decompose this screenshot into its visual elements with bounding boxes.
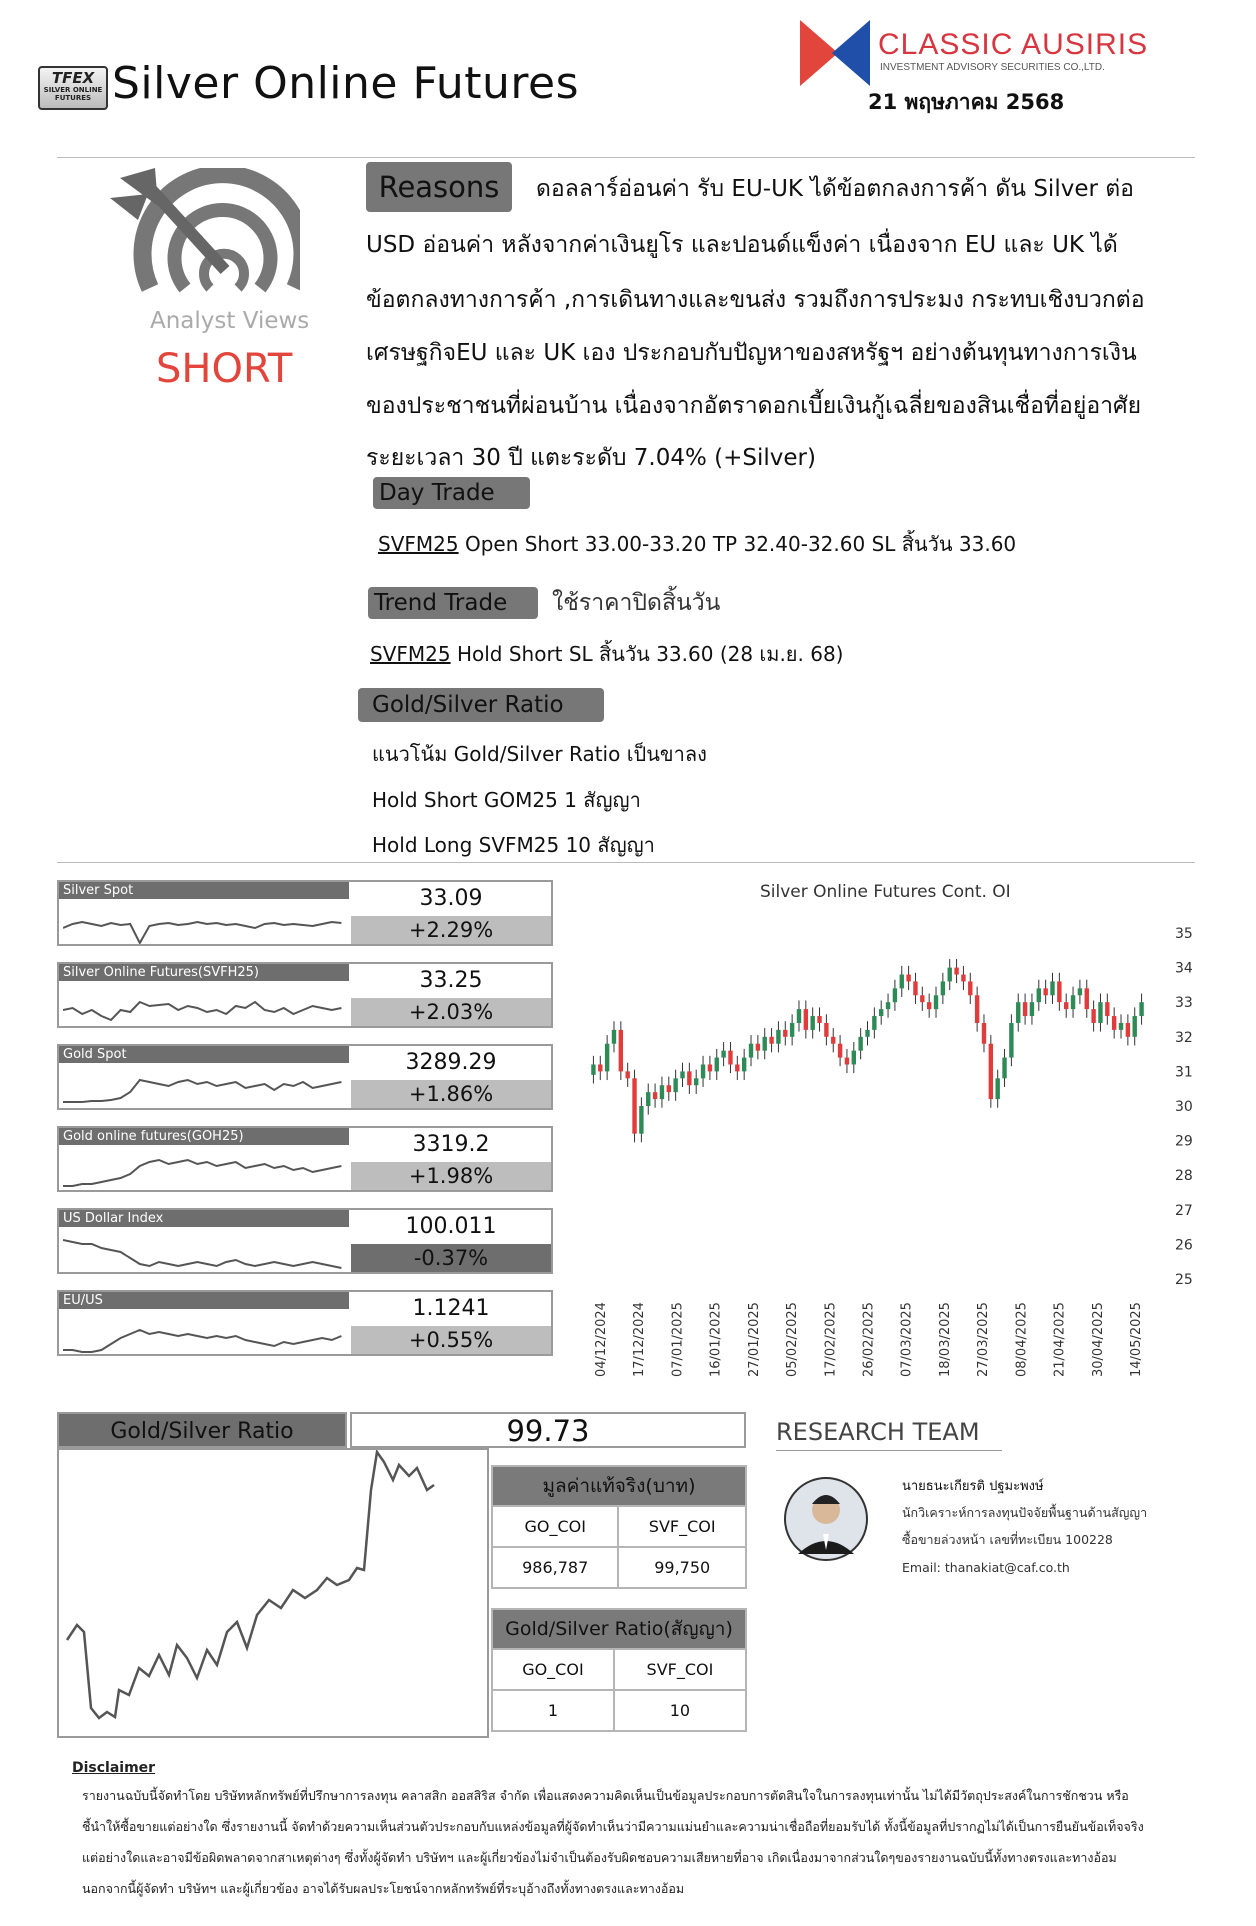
trend-trade-note: ใช้ราคาปิดสิ้นวัน xyxy=(552,590,721,616)
candle-body xyxy=(742,1058,746,1072)
company-logo-icon xyxy=(800,20,870,86)
candle-body xyxy=(769,1037,773,1044)
avatar xyxy=(783,1476,869,1562)
candle-body xyxy=(804,1009,808,1030)
candle-body xyxy=(673,1078,677,1092)
sparkline-path xyxy=(63,1080,341,1102)
sparkline xyxy=(63,1144,347,1190)
candle-body xyxy=(1030,1002,1034,1016)
gs-ratio-line: แนวโน้ม Gold/Silver Ratio เป็นขาลง xyxy=(372,742,707,766)
disclaimer-line: รายงานฉบับนี้จัดทำโดย บริษัทหลักทรัพย์ที่ปรึกษาการลงทุน คลาสสิก ออสสิริส จำกัด เพื่อแสดงความคิดเห็นเป็นข้อมูลประกอบการตัดสินใจในการลงทุนเท่านั้น ไม่ได้มีวัตถุประสงค์ในการชักชวน หรือ xyxy=(82,1788,1129,1803)
divider xyxy=(776,1450,1002,1451)
ratio-line-chart xyxy=(57,1448,489,1738)
candle-body xyxy=(660,1085,664,1099)
market-panel-change: +1.98% xyxy=(351,1162,551,1190)
candle-body xyxy=(900,975,904,989)
candle-body xyxy=(1091,1009,1095,1023)
contract-ratio-table xyxy=(491,1608,747,1732)
candle-body xyxy=(1023,1002,1027,1016)
candle-body xyxy=(646,1092,650,1106)
candle-body xyxy=(961,975,965,982)
candle-body xyxy=(790,1023,794,1037)
market-panel-value: 3319.2 xyxy=(412,1132,490,1157)
y-tick-label: 31 xyxy=(1175,1064,1193,1081)
x-tick-label: 14/05/2025 xyxy=(1129,1302,1144,1377)
gs-ratio-tag: Gold/Silver Ratio xyxy=(358,688,604,722)
y-tick-label: 33 xyxy=(1175,995,1193,1012)
candle-body xyxy=(1112,1016,1116,1030)
candle-body xyxy=(1105,1002,1109,1016)
market-panel-value: 33.25 xyxy=(419,968,483,993)
candle-body xyxy=(1064,1002,1068,1009)
reason-line: ของประชาชนที่ผ่อนบ้าน เนื่องจากอัตราดอกเบี้ยเงินกู้เฉลี่ยของสินเชื่อที่อยู่อาศัย xyxy=(366,393,1142,419)
candle-body xyxy=(797,1009,801,1023)
contract-ratio-cell: 10 xyxy=(614,1690,746,1731)
candle-body xyxy=(1119,1023,1123,1030)
candle-body xyxy=(954,968,958,975)
candle-body xyxy=(810,1016,814,1030)
candle-body xyxy=(598,1064,602,1071)
x-tick-label: 16/01/2025 xyxy=(708,1302,724,1377)
x-tick-label: 27/03/2025 xyxy=(976,1302,992,1377)
x-tick-label: 07/03/2025 xyxy=(899,1302,915,1377)
disclaimer-title: Disclaimer xyxy=(72,1760,156,1776)
x-tick-label: 17/02/2025 xyxy=(823,1302,839,1377)
candle-body xyxy=(845,1058,849,1065)
market-panel-change: +1.86% xyxy=(351,1080,551,1108)
candle-body xyxy=(1126,1023,1130,1037)
tfex-logo: TFEX SILVER ONLINE FUTURES xyxy=(38,66,108,110)
x-tick-label: 05/02/2025 xyxy=(785,1302,801,1377)
candle-body xyxy=(975,995,979,1023)
candle-body xyxy=(982,1023,986,1044)
y-tick-label: 32 xyxy=(1175,1029,1193,1046)
x-tick-label: 08/04/2025 xyxy=(1014,1302,1030,1377)
candle-body xyxy=(913,981,917,995)
real-value-table xyxy=(491,1465,747,1589)
market-panel-label: US Dollar Index xyxy=(59,1210,349,1227)
candle-body xyxy=(906,975,910,982)
company-name: CLASSIC AUSIRIS xyxy=(878,28,1149,61)
divider xyxy=(57,157,1195,158)
candle-body xyxy=(756,1044,760,1051)
disclaimer-line: นอกจากนี้ผู้จัดทำ บริษัทฯ และผู้เกี่ยวข้อง อาจได้รับผลประโยชน์จากหลักทรัพย์ที่ระบุอ้างถึงทั้งทางตรงและทางอ้อม xyxy=(82,1881,685,1896)
candle-body xyxy=(667,1085,671,1092)
researcher-name: นายธนะเกียรติ ปฐมะพงษ์ xyxy=(902,1479,1044,1494)
y-tick-label: 34 xyxy=(1175,960,1193,977)
y-tick-label: 28 xyxy=(1175,1168,1193,1185)
market-panel xyxy=(57,1208,553,1274)
contract-ratio-header: GO_COI xyxy=(492,1649,614,1690)
candle-body xyxy=(927,1002,931,1009)
candle-body xyxy=(989,1044,993,1099)
trend-trade-symbol: SVFM25 xyxy=(370,642,451,666)
candle-body xyxy=(893,988,897,1002)
y-tick-label: 26 xyxy=(1175,1237,1193,1254)
ratio-label: Gold/Silver Ratio xyxy=(57,1412,347,1448)
x-tick-label: 17/12/2024 xyxy=(632,1302,648,1377)
candle-body xyxy=(701,1064,705,1078)
gs-ratio-line: Hold Short GOM25 1 สัญญา xyxy=(372,788,641,812)
candle-body xyxy=(1050,981,1054,995)
disclaimer-line: ชี้นำให้ซื้อขายแต่อย่างใด ซึ่งรายงานนี้ จัดทำด้วยความเห็นส่วนตัวประกอบกับแหล่งข้อมูลที่ผู้จัดทำเห็นว่ามีความแม่นยำและความน่าเชื่อถือที่ยอมรับได้ ทั้งนี้ข้อมูลที่ปรากฏไม่ได้เป็นการยืนยันข้อเท็จจริง xyxy=(82,1819,1144,1834)
trend-trade-text: Hold Short SL สิ้นวัน 33.60 (28 เม.ย. 68) xyxy=(450,642,844,666)
day-trade-line xyxy=(378,528,1016,560)
candle-body xyxy=(831,1037,835,1044)
candle-body xyxy=(639,1106,643,1134)
candle-body xyxy=(1002,1058,1006,1079)
candle-body xyxy=(591,1064,595,1074)
candle-body xyxy=(1057,981,1061,1002)
candle-body xyxy=(1037,988,1041,1002)
reasons-tag: Reasons xyxy=(366,162,512,212)
candle-body xyxy=(612,1030,616,1044)
researcher-email[interactable]: Email: thanakiat@caf.co.th xyxy=(902,1560,1070,1575)
company-subtitle: INVESTMENT ADVISORY SECURITIES CO.,LTD. xyxy=(880,62,1105,73)
contract-ratio-title: Gold/Silver Ratio(สัญญา) xyxy=(492,1609,746,1649)
candle-body xyxy=(776,1030,780,1044)
sparkline xyxy=(63,980,347,1026)
market-panel-change: +2.03% xyxy=(351,998,551,1026)
market-panel xyxy=(57,880,553,946)
reason-line: USD อ่อนค่า หลังจากค่าเงินยูโร และปอนด์แข็งค่า เนื่องจาก EU และ UK ได้ xyxy=(366,232,1118,258)
day-trade-symbol: SVFM25 xyxy=(378,532,459,556)
candle-body xyxy=(941,981,945,995)
candle-body xyxy=(1016,1002,1020,1023)
contract-ratio-header: SVF_COI xyxy=(614,1649,746,1690)
market-panel-label: Silver Spot xyxy=(59,882,349,899)
market-panel-change: +0.55% xyxy=(351,1326,551,1354)
sparkline-path xyxy=(63,922,341,943)
market-panel-change: -0.37% xyxy=(351,1244,551,1272)
real-value-title: มูลค่าแท้จริง(บาท) xyxy=(492,1466,746,1506)
candle-body xyxy=(852,1051,856,1065)
report-date: 21 พฤษภาคม 2568 xyxy=(868,90,1065,114)
candle-body xyxy=(735,1064,739,1071)
candle-body xyxy=(715,1058,719,1072)
sparkline-path xyxy=(63,1240,341,1268)
candle-body xyxy=(872,1016,876,1030)
candle-body xyxy=(687,1071,691,1085)
candle-body xyxy=(1043,988,1047,995)
market-panel-value: 3289.29 xyxy=(405,1050,497,1075)
disclaimer-text xyxy=(82,1780,1192,1904)
market-panel-label: EU/US xyxy=(59,1292,349,1309)
candle-body xyxy=(879,1009,883,1016)
candle-body xyxy=(708,1064,712,1071)
candle-body xyxy=(680,1071,684,1078)
analyst-view-value: SHORT xyxy=(156,346,293,392)
x-tick-label: 27/01/2025 xyxy=(746,1302,762,1377)
candle-body xyxy=(1071,995,1075,1009)
reason-line: ดอลลาร์อ่อนค่า รับ EU-UK ได้ข้อตกลงการค้า ดัน Silver ต่อ xyxy=(536,176,1134,202)
candle-body xyxy=(865,1030,869,1037)
trend-trade-line xyxy=(370,638,843,670)
market-panel-label: Gold online futures(GOH25) xyxy=(59,1128,349,1145)
sparkline-path xyxy=(63,1160,341,1186)
x-tick-label: 07/01/2025 xyxy=(670,1302,686,1377)
y-tick-label: 25 xyxy=(1175,1272,1193,1288)
y-tick-label: 29 xyxy=(1175,1133,1193,1150)
market-panel xyxy=(57,1126,553,1192)
sparkline xyxy=(63,1226,347,1272)
y-tick-label: 27 xyxy=(1175,1202,1193,1219)
candle-body xyxy=(619,1030,623,1072)
chart-title: Silver Online Futures Cont. OI xyxy=(760,882,1011,902)
ratio-value: 99.73 xyxy=(350,1412,746,1448)
candle-body xyxy=(783,1030,787,1037)
candle-body xyxy=(605,1044,609,1072)
x-tick-label: 04/12/2024 xyxy=(594,1302,609,1377)
candle-body xyxy=(763,1037,767,1051)
candle-body xyxy=(632,1078,636,1133)
real-value-cell: 99,750 xyxy=(618,1547,746,1588)
candle-body xyxy=(749,1044,753,1058)
reason-line: ข้อตกลงทางการค้า ,การเดินทางและขนส่ง รวมถึงการประมง กระทบเชิงบวกต่อ xyxy=(366,287,1145,313)
reason-line: เศรษฐกิจEU และ UK เอง ประกอบกับปัญหาของสหรัฐฯ อย่างต้นทุนทางการเงิน xyxy=(366,340,1137,366)
candle-body xyxy=(1133,1016,1137,1037)
y-tick-label: 30 xyxy=(1175,1099,1193,1115)
candle-body xyxy=(838,1044,842,1058)
candle-body xyxy=(625,1071,629,1078)
candle-body xyxy=(1098,1002,1102,1023)
x-tick-label: 18/03/2025 xyxy=(937,1302,953,1377)
market-panel-change: +2.29% xyxy=(351,916,551,944)
sparkline xyxy=(63,898,347,944)
y-tick-label: 35 xyxy=(1175,926,1193,942)
real-value-header: GO_COI xyxy=(492,1506,618,1547)
x-tick-label: 21/04/2025 xyxy=(1052,1302,1068,1377)
market-panel-label: Silver Online Futures(SVFH25) xyxy=(59,964,349,981)
candle-body xyxy=(934,995,938,1009)
x-tick-label: 30/04/2025 xyxy=(1090,1302,1106,1377)
day-trade-tag: Day Trade xyxy=(373,477,530,509)
candle-body xyxy=(728,1051,732,1065)
trend-trade-tag: Trend Trade xyxy=(368,587,538,619)
candle-body xyxy=(920,995,924,1002)
page-title: Silver Online Futures xyxy=(112,58,580,109)
candle-body xyxy=(948,968,952,982)
candle-body xyxy=(858,1037,862,1051)
candle-body xyxy=(1078,988,1082,995)
market-panel xyxy=(57,962,553,1028)
day-trade-text: Open Short 33.00-33.20 TP 32.40-32.60 SL สิ้นวัน 33.60 xyxy=(458,532,1017,556)
sparkline-path xyxy=(63,1002,341,1020)
sparkline xyxy=(63,1062,347,1108)
candle-body xyxy=(1085,988,1089,1009)
candle-body xyxy=(886,1002,890,1009)
real-value-cell: 986,787 xyxy=(492,1547,618,1588)
candlestick-chart xyxy=(585,905,1205,1385)
candle-body xyxy=(824,1023,828,1037)
x-tick-label: 26/02/2025 xyxy=(861,1302,877,1377)
candle-body xyxy=(1009,1023,1013,1058)
analyst-views-label: Analyst Views xyxy=(150,308,310,334)
candle-body xyxy=(817,1016,821,1023)
market-panel xyxy=(57,1044,553,1110)
divider xyxy=(57,862,1195,863)
candle-body xyxy=(995,1078,999,1099)
sparkline-path xyxy=(63,1330,341,1352)
target-arrow-icon xyxy=(110,168,300,298)
market-panel-value: 33.09 xyxy=(419,886,483,911)
real-value-header: SVF_COI xyxy=(618,1506,746,1547)
candle-body xyxy=(968,981,972,995)
candle-body xyxy=(653,1092,657,1099)
research-team-title: RESEARCH TEAM xyxy=(776,1418,980,1446)
candle-body xyxy=(1139,1002,1143,1016)
sparkline xyxy=(63,1308,347,1354)
market-panel-value: 1.1241 xyxy=(412,1296,490,1321)
disclaimer-line: แต่อย่างใดและอาจมีข้อผิดพลาดจากสาเหตุต่างๆ ซึ่งทั้งผู้จัดทำ บริษัทฯ และผู้เกี่ยวข้องไม่จำเป็นต้องรับผิดชอบความเสียหายที่อาจ เกิดเนื่องมาจากส่วนใดๆของรายงานฉบับนี้ทั้งทางตรงและทางอ้อม xyxy=(82,1850,1117,1865)
candle-body xyxy=(694,1078,698,1085)
candle-body xyxy=(721,1051,725,1058)
market-panel-value: 100.011 xyxy=(405,1214,497,1239)
market-panel xyxy=(57,1290,553,1356)
reason-line: ระยะเวลา 30 ปี แตะระดับ 7.04% (+Silver) xyxy=(366,445,816,471)
researcher-license: ซื้อขายล่วงหน้า เลขที่ทะเบียน 100228 xyxy=(902,1532,1113,1547)
researcher-role: นักวิเคราะห์การลงทุนปัจจัยพื้นฐานด้านสัญญา xyxy=(902,1505,1148,1520)
contract-ratio-cell: 1 xyxy=(492,1690,614,1731)
gs-ratio-line: Hold Long SVFM25 10 สัญญา xyxy=(372,833,655,857)
market-panel-label: Gold Spot xyxy=(59,1046,349,1063)
